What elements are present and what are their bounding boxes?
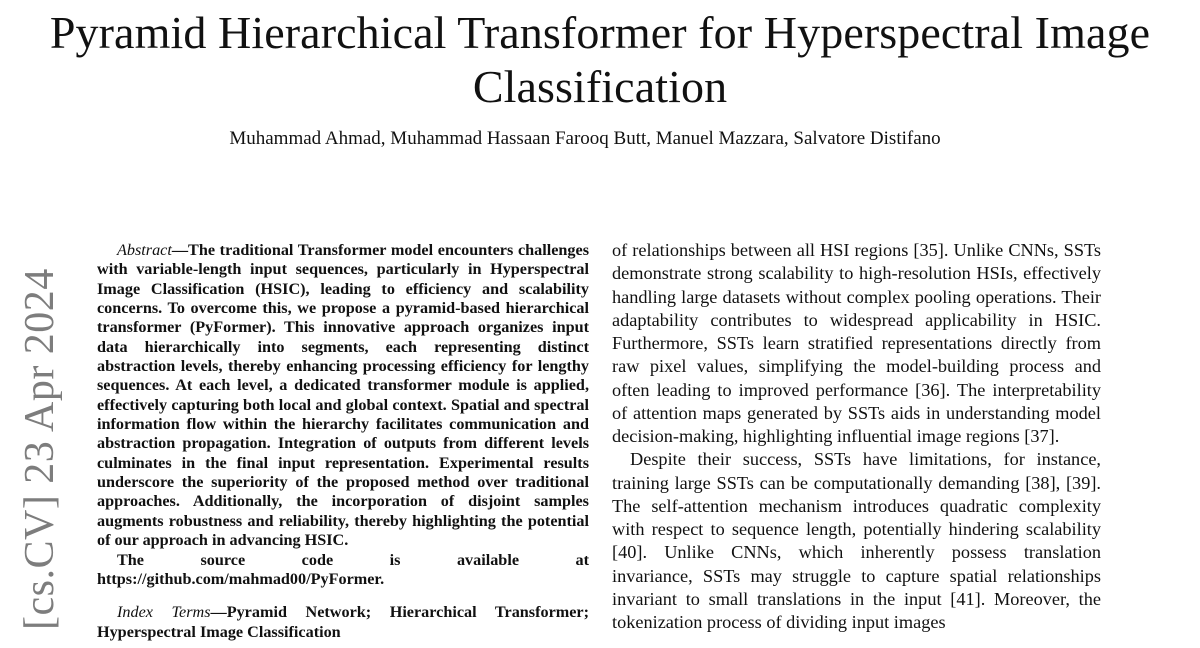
abstract-paragraph [97,241,589,551]
index-terms-paragraph [97,603,589,642]
abstract-column [97,241,589,642]
paper-title: Pyramid Hierarchical Transformer for Hyperspectral Image Classification [49,7,1151,112]
section-gap [97,589,589,603]
abstract-text: The traditional Transformer model encounters challenges with variable-length input sequences, particularly in Hyperspectral Image Classification (HSIC), leading to efficiency and scalability concerns. To overcome this, we propose a pyramid-based hierarchical transformer (PyFormer). This innovative approach organizes input data hierarchically into segments, each representing distinct abstraction levels, thereby enhancing processing efficiency for lengthy sequences. At each level, a dedicated transformer module is applied, effectively capturing both local and global context. Spatial and spectral information flow within the hierarchy facilitates communication and abstraction propagation. Integration of outputs from different levels culminates in the final input representation. Experimental results underscore the superiority of the proposed method over traditional approaches. Additionally, the incorporation of disjoint samples augments robustness and reliability, thereby highlighting the potential of our approach in advancing HSIC. [97,241,589,550]
body-column-right [612,239,1101,634]
body-paragraph-2: Despite their success, SSTs have limitations, for instance, training large SSTs can be computationally demanding [38], [39]. The self-attention mechanism introduces quadratic complexity with respect to sequence length, potentially hindering scalability [40]. Unlike CNNs, which inherently possess translation invariance, SSTs may struggle to capture spatial relationships invariant to small translations in the input [41]. Moreover, the tokenization process of dividing input images [612,449,1101,632]
index-terms-text: Pyramid Network; Hierarchical Transformer; Hyperspectral Image Classification [97,603,589,641]
arxiv-sidebar-stamp: [cs.CV] 23 Apr 2024 [17,268,63,630]
index-terms-label: Index Terms [117,603,211,622]
author-list: Muhammad Ahmad, Muhammad Hassaan Farooq Butt, Manuel Mazzara, Salvatore Distifano [229,128,941,149]
body-paragraph-1: of relationships between all HSI regions [35]. Unlike CNNs, SSTs demonstrate strong scalability to high-resolution HSIs, effectively handling large datasets without complex pooling operations. Their adaptability contributes to widespread applicability in HSIC. Furthermore, SSTs learn stratified representations directly from raw pixel values, simplifying the model-building process and often leading to improved performance [36]. The interpretability of attention maps generated by SSTs aids in understanding model decision-making, highlighting influential image regions [37]. [612,240,1101,446]
source-code-url: https://github.com/mahmad00/PyFormer. [97,569,385,588]
abstract-label: Abstract [117,241,172,259]
source-code-line: The source code is available at [117,550,589,569]
abstract-dash: — [171,241,189,259]
index-terms-dash: — [210,603,227,622]
